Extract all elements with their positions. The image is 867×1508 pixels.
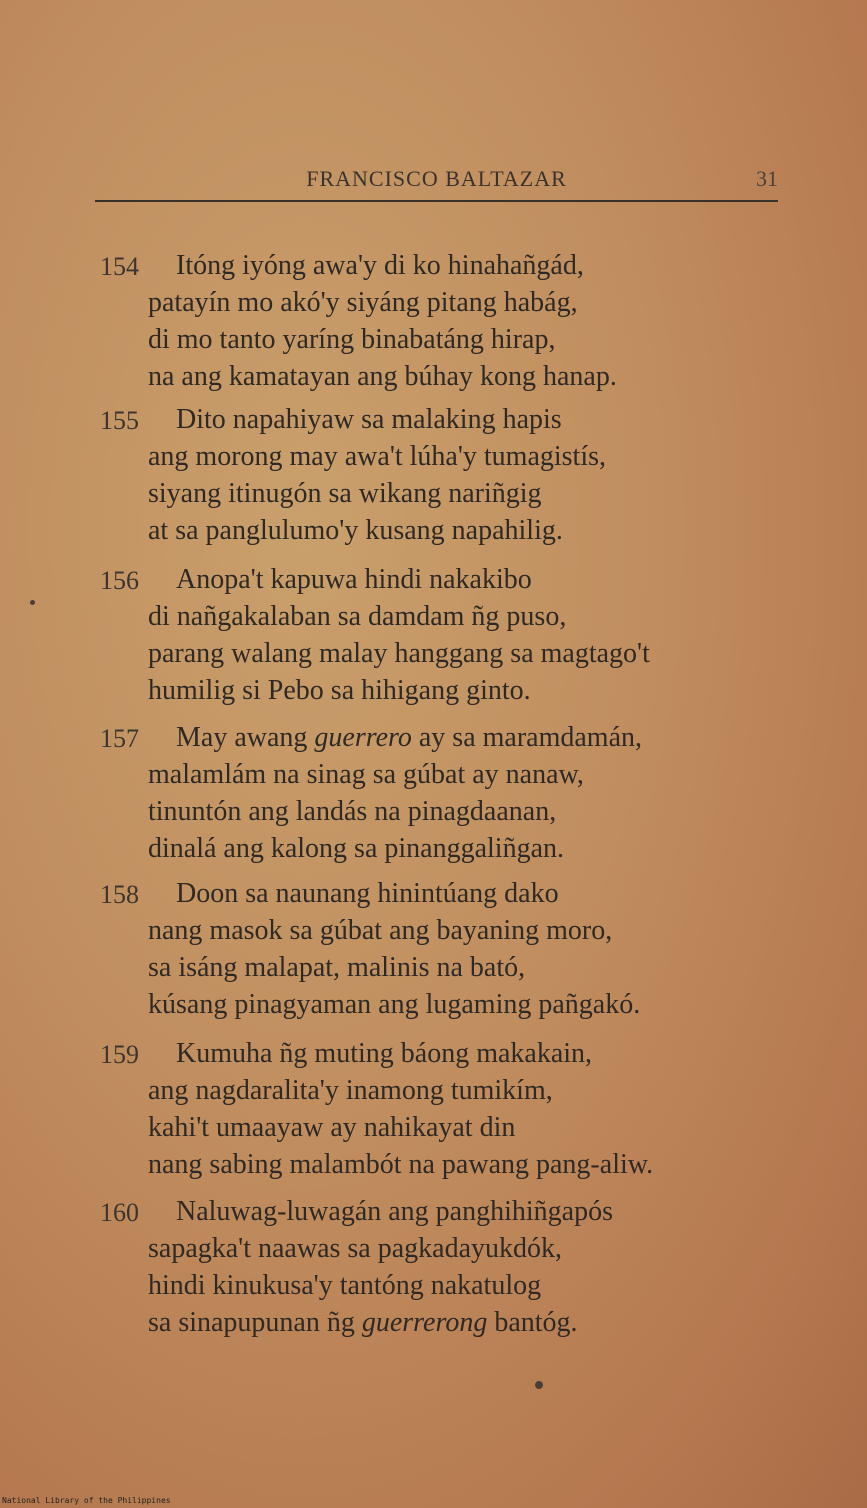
- verse-line: nang sabing malambót na pawang pang-aliw.: [148, 1149, 654, 1180]
- verse-line: ang nagdaralita'y inamong tumikím,: [148, 1075, 553, 1106]
- stanza-number: 158: [100, 880, 139, 909]
- verse-line: di mo tanto yaríng binabatáng hirap,: [148, 324, 556, 355]
- verse-line: nang masok sa gúbat ang bayaning moro,: [148, 915, 613, 946]
- verse-line: Doon sa naunang hinintúang dako: [176, 878, 559, 909]
- ornament-dot: [535, 1381, 543, 1389]
- verse-line: Itóng iyóng awa'y di ko hinahañgád,: [176, 250, 584, 281]
- verse-line: siyang itinugón sa wikang nariñgig: [148, 478, 542, 509]
- verse-line: kúsang pinagyaman ang lugaming pañgakó.: [148, 989, 641, 1020]
- verse-line: Dito napahiyaw sa malaking hapis: [176, 404, 562, 435]
- verse-line: sapagka't naawas sa pagkadayukdók,: [148, 1233, 563, 1264]
- verse-line: na ang kamatayan ang búhay kong hanap.: [148, 361, 617, 392]
- verse-line: sa isáng malapat, malinis na bató,: [148, 952, 526, 983]
- verse-line: parang walang malay hanggang sa magtago't: [148, 638, 650, 669]
- verse-line: malamlám na sinag sa gúbat ay nanaw,: [148, 759, 584, 790]
- stanza-number: 159: [100, 1040, 139, 1069]
- verse-line: Kumuha ñg muting báong makakain,: [176, 1038, 593, 1069]
- verse-line: patayín mo akó'y siyáng pitang habág,: [148, 287, 578, 318]
- verse-line: sa sinapupunan ñg guerrerong bantóg.: [148, 1307, 578, 1338]
- verse-line: kahi't umaayaw ay nahikayat din: [148, 1112, 516, 1143]
- verse-line: May awang guerrero ay sa maramdamán,: [176, 722, 642, 753]
- speck-dot: [30, 600, 35, 605]
- verse-line: Naluwag-luwagán ang panghihiñgapós: [176, 1196, 613, 1227]
- verse-line: hindi kinukusa'y tantóng nakatulog: [148, 1270, 542, 1301]
- stanza-number: 155: [100, 406, 139, 435]
- stanza-number: 156: [100, 566, 139, 595]
- verse-line: di nañgakalaban sa damdam ñg puso,: [148, 601, 567, 632]
- verse-line: at sa panglulumo'y kusang napahilig.: [148, 515, 563, 546]
- running-header: [95, 160, 778, 202]
- verse-line: ang morong may awa't lúha'y tumagistís,: [148, 441, 607, 472]
- library-credit: National Library of the Philippines: [2, 1496, 171, 1505]
- stanza-number: 160: [100, 1198, 139, 1227]
- verse-line: tinuntón ang landás na pinagdaanan,: [148, 796, 557, 827]
- header-title: FRANCISCO BALTAZAR: [306, 166, 567, 191]
- verse-line: humilig si Pebo sa hihigang ginto.: [148, 675, 531, 706]
- page-number: 31: [756, 166, 778, 191]
- stanza-number: 154: [100, 252, 139, 281]
- verse-line: dinalá ang kalong sa pinanggaliñgan.: [148, 833, 564, 864]
- stanza-number: 157: [100, 724, 139, 753]
- verse-line: Anopa't kapuwa hindi nakakibo: [176, 564, 532, 595]
